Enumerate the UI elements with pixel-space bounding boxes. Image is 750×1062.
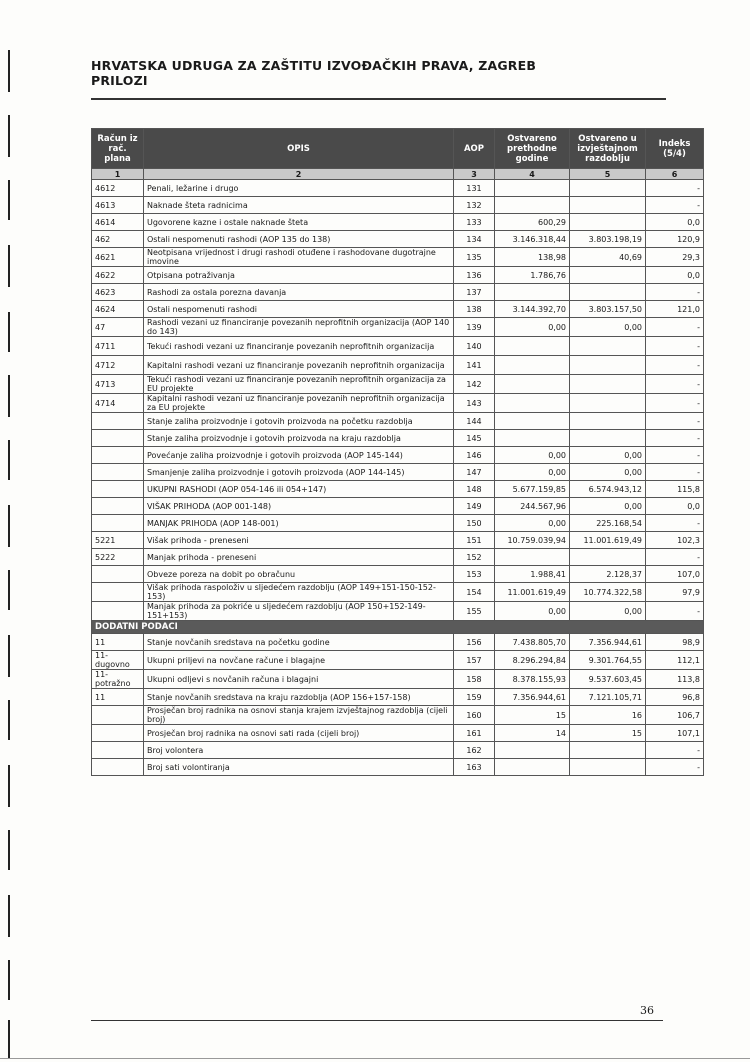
description-cell: Stanje zaliha proizvodnje i gotovih proizvoda na početku razdoblja (144, 413, 454, 430)
previous-year-value: 1.786,76 (495, 267, 570, 284)
current-period-value: 3.803.157,50 (570, 301, 646, 318)
table-row (92, 197, 704, 214)
aop-cell: 135 (454, 248, 495, 267)
account-cell: 4613 (92, 197, 144, 214)
col-header-aop: AOP (454, 129, 495, 169)
table-row (92, 447, 704, 464)
header-rule (91, 98, 666, 100)
financial-table (91, 128, 704, 776)
current-period-value: 2.128,37 (570, 566, 646, 583)
previous-year-value (495, 742, 570, 759)
previous-year-value: 600,29 (495, 214, 570, 231)
table-header-row (92, 129, 704, 169)
aop-cell: 131 (454, 180, 495, 197)
current-period-value: 6.574.943,12 (570, 481, 646, 498)
index-value: - (646, 197, 704, 214)
aop-cell: 134 (454, 231, 495, 248)
aop-cell: 152 (454, 549, 495, 566)
account-cell: 11 (92, 689, 144, 706)
previous-year-value (495, 180, 570, 197)
previous-year-value: 0,00 (495, 447, 570, 464)
account-cell: 4621 (92, 248, 144, 267)
account-cell (92, 498, 144, 515)
description-cell: Tekući rashodi vezani uz financiranje povezanih neprofitnih organizacija (144, 337, 454, 356)
table-row (92, 481, 704, 498)
current-period-value: 10.774.322,58 (570, 583, 646, 602)
aop-cell: 141 (454, 356, 495, 375)
aop-cell: 150 (454, 515, 495, 532)
current-period-value: 0,00 (570, 602, 646, 621)
previous-year-value: 0,00 (495, 602, 570, 621)
description-cell: Višak prihoda - preneseni (144, 532, 454, 549)
section-header: DODATNI PODACI (92, 621, 704, 634)
index-value: - (646, 430, 704, 447)
description-cell: Stanje novčanih sredstava na kraju razdoblja (AOP 156+157-158) (144, 689, 454, 706)
table-row (92, 689, 704, 706)
column-number: 5 (570, 169, 646, 180)
current-period-value (570, 284, 646, 301)
description-cell: Stanje zaliha proizvodnje i gotovih proizvoda na kraju razdoblja (144, 430, 454, 447)
previous-year-value (495, 356, 570, 375)
table-row (92, 566, 704, 583)
previous-year-value (495, 284, 570, 301)
column-number: 3 (454, 169, 495, 180)
table-row (92, 284, 704, 301)
current-period-value (570, 180, 646, 197)
table-row (92, 670, 704, 689)
index-value: - (646, 180, 704, 197)
table-row (92, 318, 704, 337)
previous-year-value: 0,00 (495, 464, 570, 481)
current-period-value (570, 394, 646, 413)
col-header-index: Indeks (5/4) (646, 129, 704, 169)
table-row (92, 602, 704, 621)
account-cell (92, 566, 144, 583)
section-title: PRILOZI (91, 73, 148, 88)
account-cell (92, 413, 144, 430)
index-value: - (646, 337, 704, 356)
document-header (91, 58, 666, 88)
description-cell: Neotpisana vrijednost i drugi rashodi otuđene i rashodovane dugotrajne imovine (144, 248, 454, 267)
account-cell: 4712 (92, 356, 144, 375)
description-cell: Rashodi vezani uz financiranje povezanih neprofitnih organizacija (AOP 140 do 143) (144, 318, 454, 337)
aop-cell: 163 (454, 759, 495, 776)
account-cell: 4622 (92, 267, 144, 284)
index-value: - (646, 447, 704, 464)
aop-cell: 159 (454, 689, 495, 706)
account-cell: 11 (92, 634, 144, 651)
previous-year-value (495, 197, 570, 214)
account-cell (92, 464, 144, 481)
index-value: - (646, 602, 704, 621)
aop-cell: 132 (454, 197, 495, 214)
table-row (92, 498, 704, 515)
description-cell: Penali, ležarine i drugo (144, 180, 454, 197)
description-cell: Višak prihoda raspoloživ u sljedećem razdoblju (AOP 149+151-150-152-153) (144, 583, 454, 602)
table-row (92, 464, 704, 481)
aop-cell: 139 (454, 318, 495, 337)
table-row (92, 725, 704, 742)
table-row (92, 248, 704, 267)
column-number-row (92, 169, 704, 180)
current-period-value (570, 742, 646, 759)
current-period-value (570, 759, 646, 776)
description-cell: Ukupni odljevi s novčanih računa i blagajni (144, 670, 454, 689)
table-row (92, 759, 704, 776)
aop-cell: 146 (454, 447, 495, 464)
description-cell: Smanjenje zaliha proizvodnje i gotovih proizvoda (AOP 144-145) (144, 464, 454, 481)
account-cell: 4711 (92, 337, 144, 356)
table-row (92, 356, 704, 375)
organization-title: HRVATSKA UDRUGA ZA ZAŠTITU IZVOĐAČKIH PRAVA, ZAGREB (91, 58, 537, 73)
column-number: 1 (92, 169, 144, 180)
previous-year-value: 5.677.159,85 (495, 481, 570, 498)
description-cell: Ostali nespomenuti rashodi (AOP 135 do 138) (144, 231, 454, 248)
aop-cell: 142 (454, 375, 495, 394)
current-period-value (570, 197, 646, 214)
account-cell (92, 515, 144, 532)
account-cell (92, 602, 144, 621)
previous-year-value (495, 759, 570, 776)
current-period-value: 9.301.764,55 (570, 651, 646, 670)
previous-year-value (495, 413, 570, 430)
table-row (92, 267, 704, 284)
index-value: 112,1 (646, 651, 704, 670)
account-cell: 4713 (92, 375, 144, 394)
current-period-value: 9.537.603,45 (570, 670, 646, 689)
account-cell: 47 (92, 318, 144, 337)
index-value: - (646, 318, 704, 337)
index-value: 107,1 (646, 725, 704, 742)
current-period-value: 16 (570, 706, 646, 725)
aop-cell: 151 (454, 532, 495, 549)
table-row (92, 742, 704, 759)
account-cell: 4614 (92, 214, 144, 231)
previous-year-value (495, 549, 570, 566)
table-row (92, 583, 704, 602)
account-cell: 4612 (92, 180, 144, 197)
index-value: 115,8 (646, 481, 704, 498)
index-value: - (646, 375, 704, 394)
description-cell: Ukupni priljevi na novčane račune i blagajne (144, 651, 454, 670)
index-value: 97,9 (646, 583, 704, 602)
index-value: 113,8 (646, 670, 704, 689)
aop-cell: 140 (454, 337, 495, 356)
previous-year-value: 15 (495, 706, 570, 725)
description-cell: Manjak prihoda za pokriće u sljedećem razdoblju (AOP 150+152-149-151+153) (144, 602, 454, 621)
account-cell (92, 430, 144, 447)
current-period-value (570, 337, 646, 356)
previous-year-value: 3.146.318,44 (495, 231, 570, 248)
index-value: - (646, 413, 704, 430)
aop-cell: 147 (454, 464, 495, 481)
description-cell: Povećanje zaliha proizvodnje i gotovih proizvoda (AOP 145-144) (144, 447, 454, 464)
current-period-value (570, 356, 646, 375)
index-value: 107,0 (646, 566, 704, 583)
table-row (92, 634, 704, 651)
aop-cell: 143 (454, 394, 495, 413)
table-row (92, 337, 704, 356)
aop-cell: 155 (454, 602, 495, 621)
current-period-value: 225.168,54 (570, 515, 646, 532)
col-header-account: Račun iz rač. plana (92, 129, 144, 169)
index-value: 0,0 (646, 498, 704, 515)
account-cell (92, 742, 144, 759)
table-row (92, 515, 704, 532)
previous-year-value: 0,00 (495, 318, 570, 337)
current-period-value: 11.001.619,49 (570, 532, 646, 549)
aop-cell: 158 (454, 670, 495, 689)
index-value: - (646, 515, 704, 532)
column-number: 2 (144, 169, 454, 180)
description-cell: Broj volontera (144, 742, 454, 759)
scan-edge-marks (8, 0, 12, 1062)
column-number: 4 (495, 169, 570, 180)
index-value: - (646, 394, 704, 413)
previous-year-value: 14 (495, 725, 570, 742)
description-cell: Prosječan broj radnika na osnovi stanja krajem izvještajnog razdoblja (cijeli broj) (144, 706, 454, 725)
current-period-value (570, 430, 646, 447)
column-number: 6 (646, 169, 704, 180)
previous-year-value: 8.296.294,84 (495, 651, 570, 670)
current-period-value: 3.803.198,19 (570, 231, 646, 248)
description-cell: MANJAK PRIHODA (AOP 148-001) (144, 515, 454, 532)
previous-year-value: 8.378.155,93 (495, 670, 570, 689)
index-value: 98,9 (646, 634, 704, 651)
current-period-value: 7.356.944,61 (570, 634, 646, 651)
aop-cell: 137 (454, 284, 495, 301)
description-cell: Tekući rashodi vezani uz financiranje povezanih neprofitnih organizacija za EU projekte (144, 375, 454, 394)
index-value: 0,0 (646, 267, 704, 284)
description-cell: Otpisana potraživanja (144, 267, 454, 284)
account-cell (92, 759, 144, 776)
index-value: 102,3 (646, 532, 704, 549)
previous-year-value: 7.356.944,61 (495, 689, 570, 706)
account-cell: 11-dugovno (92, 651, 144, 670)
page-number: 36 (640, 1004, 654, 1017)
aop-cell: 162 (454, 742, 495, 759)
aop-cell: 154 (454, 583, 495, 602)
footer-rule (91, 1020, 663, 1021)
description-cell: Ostali nespomenuti rashodi (144, 301, 454, 318)
current-period-value: 40,69 (570, 248, 646, 267)
current-period-value (570, 214, 646, 231)
index-value: - (646, 759, 704, 776)
table-row (92, 375, 704, 394)
current-period-value (570, 413, 646, 430)
previous-year-value: 0,00 (495, 515, 570, 532)
description-cell: Stanje novčanih sredstava na početku godine (144, 634, 454, 651)
description-cell: Broj sati volontiranja (144, 759, 454, 776)
description-cell: Manjak prihoda - preneseni (144, 549, 454, 566)
aop-cell: 136 (454, 267, 495, 284)
previous-year-value: 1.988,41 (495, 566, 570, 583)
table-row (92, 430, 704, 447)
account-cell: 4623 (92, 284, 144, 301)
account-cell: 4714 (92, 394, 144, 413)
aop-cell: 144 (454, 413, 495, 430)
account-cell: 4624 (92, 301, 144, 318)
description-cell: Rashodi za ostala porezna davanja (144, 284, 454, 301)
aop-cell: 148 (454, 481, 495, 498)
index-value: 96,8 (646, 689, 704, 706)
table-row (92, 394, 704, 413)
description-cell: Prosječan broj radnika na osnovi sati rada (cijeli broj) (144, 725, 454, 742)
current-period-value: 0,00 (570, 464, 646, 481)
description-cell: Naknade šteta radnicima (144, 197, 454, 214)
aop-cell: 160 (454, 706, 495, 725)
section-header-row (92, 621, 704, 634)
aop-cell: 157 (454, 651, 495, 670)
aop-cell: 138 (454, 301, 495, 318)
description-cell: Kapitalni rashodi vezani uz financiranje povezanih neprofitnih organizacija za EU projekte (144, 394, 454, 413)
aop-cell: 133 (454, 214, 495, 231)
current-period-value: 0,00 (570, 498, 646, 515)
previous-year-value: 11.001.619,49 (495, 583, 570, 602)
current-period-value: 7.121.105,71 (570, 689, 646, 706)
account-cell: 5222 (92, 549, 144, 566)
current-period-value (570, 267, 646, 284)
description-cell: Kapitalni rashodi vezani uz financiranje povezanih neprofitnih organizacija (144, 356, 454, 375)
index-value: 0,0 (646, 214, 704, 231)
previous-year-value (495, 375, 570, 394)
account-cell: 11-potražno (92, 670, 144, 689)
index-value: - (646, 742, 704, 759)
current-period-value (570, 549, 646, 566)
current-period-value (570, 375, 646, 394)
table-row (92, 214, 704, 231)
index-value: 121,0 (646, 301, 704, 318)
account-cell: 5221 (92, 532, 144, 549)
current-period-value: 0,00 (570, 447, 646, 464)
aop-cell: 145 (454, 430, 495, 447)
index-value: 29,3 (646, 248, 704, 267)
description-cell: Ugovorene kazne i ostale naknade šteta (144, 214, 454, 231)
index-value: - (646, 356, 704, 375)
description-cell: VIŠAK PRIHODA (AOP 001-148) (144, 498, 454, 515)
scan-bottom-edge (0, 1058, 750, 1059)
previous-year-value: 10.759.039,94 (495, 532, 570, 549)
aop-cell: 153 (454, 566, 495, 583)
account-cell: 462 (92, 231, 144, 248)
index-value: 120,9 (646, 231, 704, 248)
description-cell: Obveze poreza na dobit po obračunu (144, 566, 454, 583)
col-header-description: OPIS (144, 129, 454, 169)
table-row (92, 231, 704, 248)
account-cell (92, 725, 144, 742)
index-value: - (646, 284, 704, 301)
aop-cell: 161 (454, 725, 495, 742)
table-row (92, 532, 704, 549)
previous-year-value: 7.438.805,70 (495, 634, 570, 651)
aop-cell: 156 (454, 634, 495, 651)
index-value: - (646, 464, 704, 481)
description-cell: UKUPNI RASHODI (AOP 054-146 ili 054+147) (144, 481, 454, 498)
account-cell (92, 447, 144, 464)
previous-year-value (495, 430, 570, 447)
previous-year-value: 3.144.392,70 (495, 301, 570, 318)
account-cell (92, 481, 144, 498)
account-cell (92, 706, 144, 725)
table-row (92, 413, 704, 430)
previous-year-value (495, 394, 570, 413)
current-period-value: 0,00 (570, 318, 646, 337)
table-row (92, 180, 704, 197)
table-row (92, 651, 704, 670)
col-header-previous-year: Ostvareno prethodne godine (495, 129, 570, 169)
index-value: - (646, 549, 704, 566)
previous-year-value (495, 337, 570, 356)
previous-year-value: 138,98 (495, 248, 570, 267)
index-value: 106,7 (646, 706, 704, 725)
col-header-current-period: Ostvareno u izvještajnom razdoblju (570, 129, 646, 169)
table-row (92, 706, 704, 725)
table-row (92, 301, 704, 318)
current-period-value: 15 (570, 725, 646, 742)
aop-cell: 149 (454, 498, 495, 515)
account-cell (92, 583, 144, 602)
table-row (92, 549, 704, 566)
previous-year-value: 244.567,96 (495, 498, 570, 515)
